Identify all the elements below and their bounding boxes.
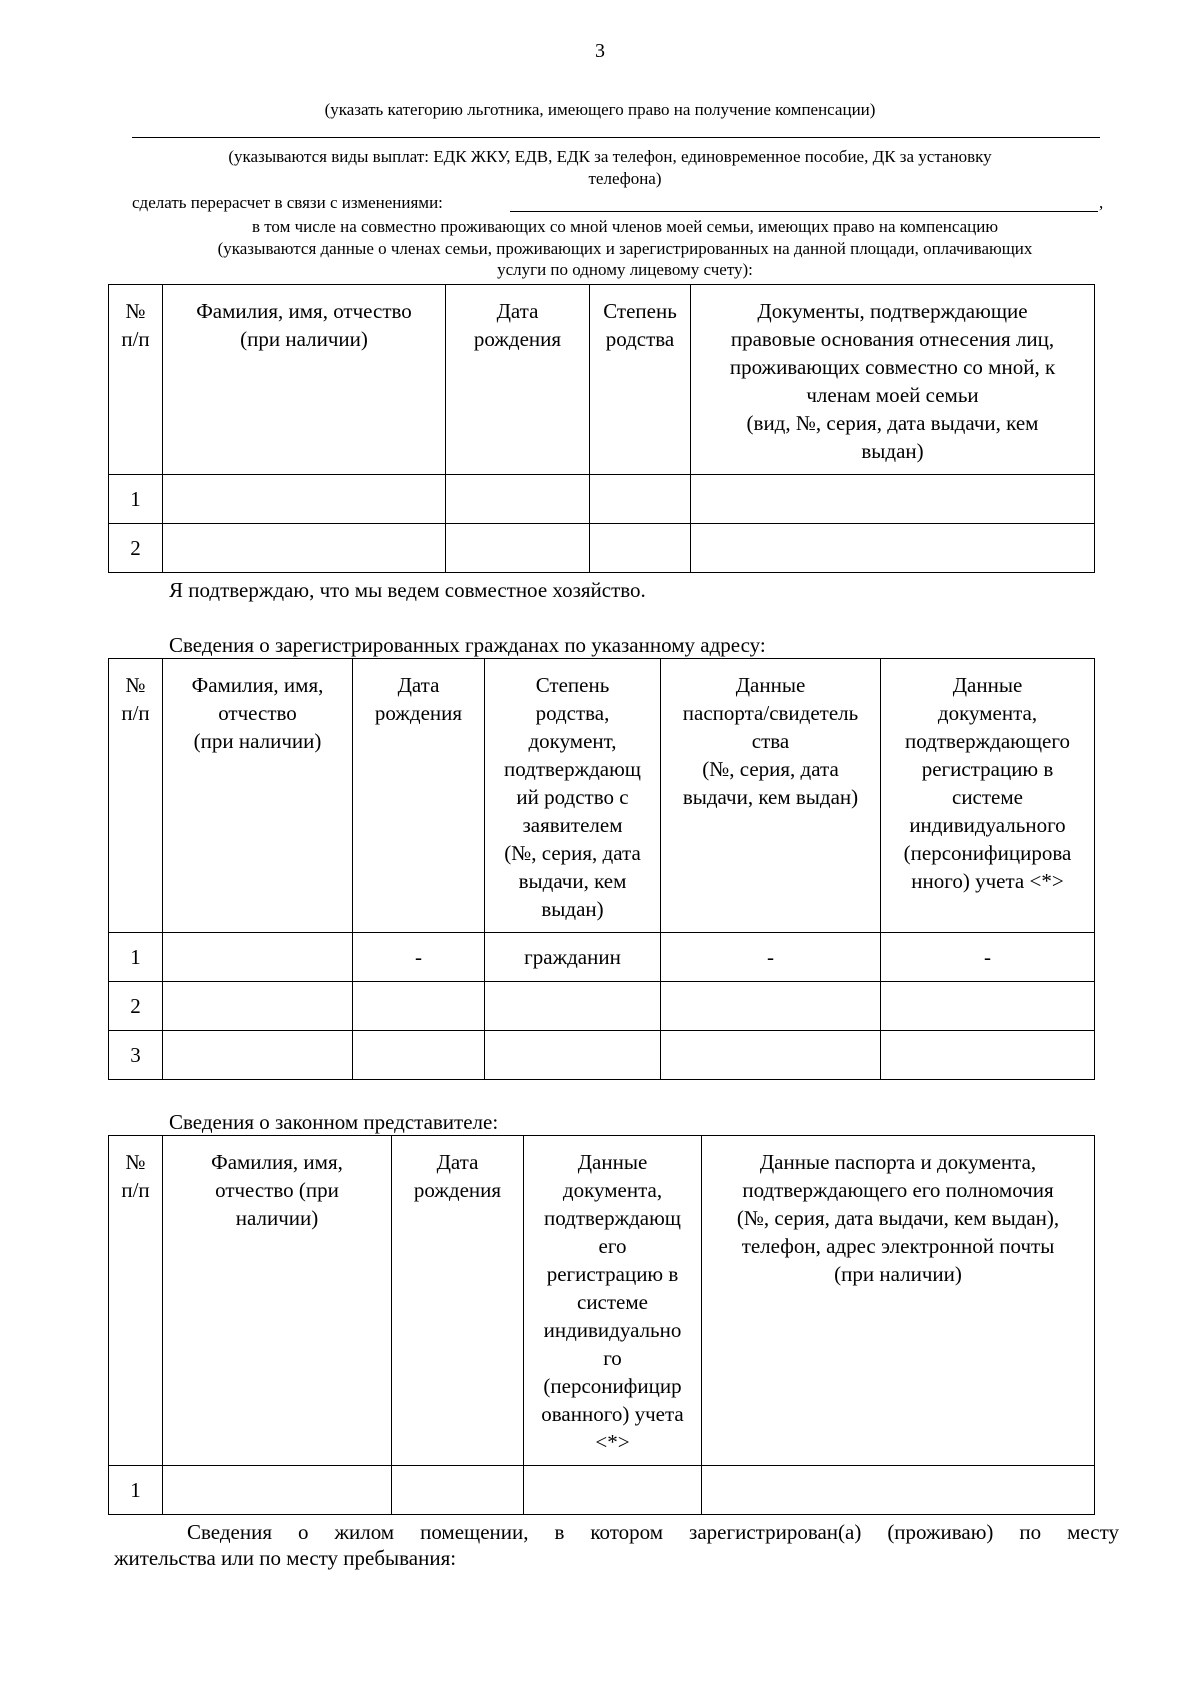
header-birth-date: Дата рождения [353, 659, 485, 933]
cell-relationship[interactable] [485, 1031, 661, 1080]
table-header-row [109, 285, 1095, 475]
household-statement: Я подтверждаю, что мы ведем совместное хозяйство. [169, 578, 646, 602]
cell-documents[interactable] [691, 524, 1095, 573]
table-header-row [109, 659, 1095, 933]
recalc-comma: , [1099, 193, 1104, 212]
cell-registration-doc[interactable] [524, 1466, 702, 1515]
header-birth-date: Дата рождения [392, 1136, 524, 1466]
cell-relationship[interactable] [590, 475, 691, 524]
table-header-row [109, 1136, 1095, 1466]
cell-relationship[interactable] [590, 524, 691, 573]
header-number: № п/п [109, 285, 163, 475]
cell-full-name[interactable] [163, 1031, 353, 1080]
cell-full-name[interactable] [163, 933, 353, 982]
table-row [109, 475, 1095, 524]
row-number: 1 [109, 933, 163, 982]
cell-full-name[interactable] [163, 982, 353, 1031]
header-birth-date: Дата рождения [446, 285, 590, 475]
cell-full-name[interactable] [163, 524, 446, 573]
row-number: 1 [109, 1466, 163, 1515]
header-full-name: Фамилия, имя, отчество (при наличии) [163, 1136, 392, 1466]
cell-registration-doc[interactable] [881, 1031, 1095, 1080]
header-full-name: Фамилия, имя, отчество (при наличии) [163, 659, 353, 933]
page-number: 3 [595, 40, 605, 62]
cell-full-name[interactable] [163, 475, 446, 524]
recalc-label: сделать перерасчет в связи с изменениями: [132, 193, 443, 212]
cell-passport[interactable] [661, 982, 881, 1031]
table-row [109, 1031, 1095, 1080]
cell-registration-doc[interactable] [881, 982, 1095, 1031]
family-line1: в том числе на совместно проживающих со мной членов моей семьи, имеющих право на компенсацию [251, 217, 999, 236]
representative-table [108, 1135, 1095, 1515]
cell-documents[interactable] [691, 475, 1095, 524]
cell-registration-doc[interactable]: - [881, 933, 1095, 982]
row-number: 2 [109, 982, 163, 1031]
cell-passport-authority[interactable] [702, 1466, 1095, 1515]
housing-line1: Сведения о жилом помещении, в котором зарегистрирован(а) (проживаю) по месту [187, 1520, 1119, 1544]
payments-hint-line2: телефона) [588, 169, 662, 188]
housing-line2: жительства или по месту пребывания: [114, 1546, 457, 1570]
header-passport-authority: Данные паспорта и документа, подтверждающего его полномочия (№, серия, дата выдачи, кем выдан), телефон, адрес электронной почты (при наличии) [702, 1136, 1095, 1466]
category-hint: (указать категорию льготника, имеющего право на получение компенсации) [324, 100, 876, 119]
header-full-name: Фамилия, имя, отчество (при наличии) [163, 285, 446, 475]
registered-title: Сведения о зарегистрированных гражданах по указанному адресу: [169, 633, 766, 657]
cell-relationship[interactable] [485, 982, 661, 1031]
header-relationship: Степень родства [590, 285, 691, 475]
representative-title: Сведения о законном представителе: [169, 1110, 499, 1134]
cell-passport[interactable] [661, 1031, 881, 1080]
row-number: 2 [109, 524, 163, 573]
header-number: № п/п [109, 1136, 163, 1466]
cell-relationship[interactable]: гражданин [485, 933, 661, 982]
cell-birth-date[interactable] [446, 524, 590, 573]
family-line3: услуги по одному лицевому счету): [497, 260, 753, 279]
family-members-table [108, 284, 1095, 573]
row-number: 1 [109, 475, 163, 524]
table-row [109, 524, 1095, 573]
cell-full-name[interactable] [163, 1466, 392, 1515]
cell-birth-date[interactable] [353, 1031, 485, 1080]
cell-passport[interactable]: - [661, 933, 881, 982]
cell-birth-date[interactable]: - [353, 933, 485, 982]
registered-citizens-table [108, 658, 1095, 1080]
category-blank-line [132, 137, 1100, 138]
table-row [109, 982, 1095, 1031]
header-passport: Данные паспорта/свидетель ства (№, серия, дата выдачи, кем выдан) [661, 659, 881, 933]
cell-birth-date[interactable] [353, 982, 485, 1031]
header-relationship: Степень родства, документ, подтверждающ ий родство с заявителем (№, серия, дата выдачи, кем выдан) [485, 659, 661, 933]
header-registration-doc: Данные документа, подтверждающего регистрацию в системе индивидуального (персонифицирова нного) учета <*> [881, 659, 1095, 933]
recalc-blank-line[interactable] [510, 211, 1098, 212]
cell-birth-date[interactable] [446, 475, 590, 524]
cell-birth-date[interactable] [392, 1466, 524, 1515]
header-registration-doc: Данные документа, подтверждающ его регистрацию в системе индивидуально го (персонифицир ованного) учета <*> [524, 1136, 702, 1466]
table-row [109, 1466, 1095, 1515]
payments-hint-line1: (указываются виды выплат: ЕДК ЖКУ, ЕДВ, ЕДК за телефон, единовременное пособие, ДК за установку [228, 147, 992, 166]
header-documents: Документы, подтверждающие правовые основания отнесения лиц, проживающих совместно со мной, к членам моей семьи (вид, №, серия, дата выдачи, кем выдан) [691, 285, 1095, 475]
header-number: № п/п [109, 659, 163, 933]
table-row [109, 933, 1095, 982]
row-number: 3 [109, 1031, 163, 1080]
family-line2: (указываются данные о членах семьи, проживающих и зарегистрированных на данной площади, оплачивающих [217, 239, 1033, 258]
